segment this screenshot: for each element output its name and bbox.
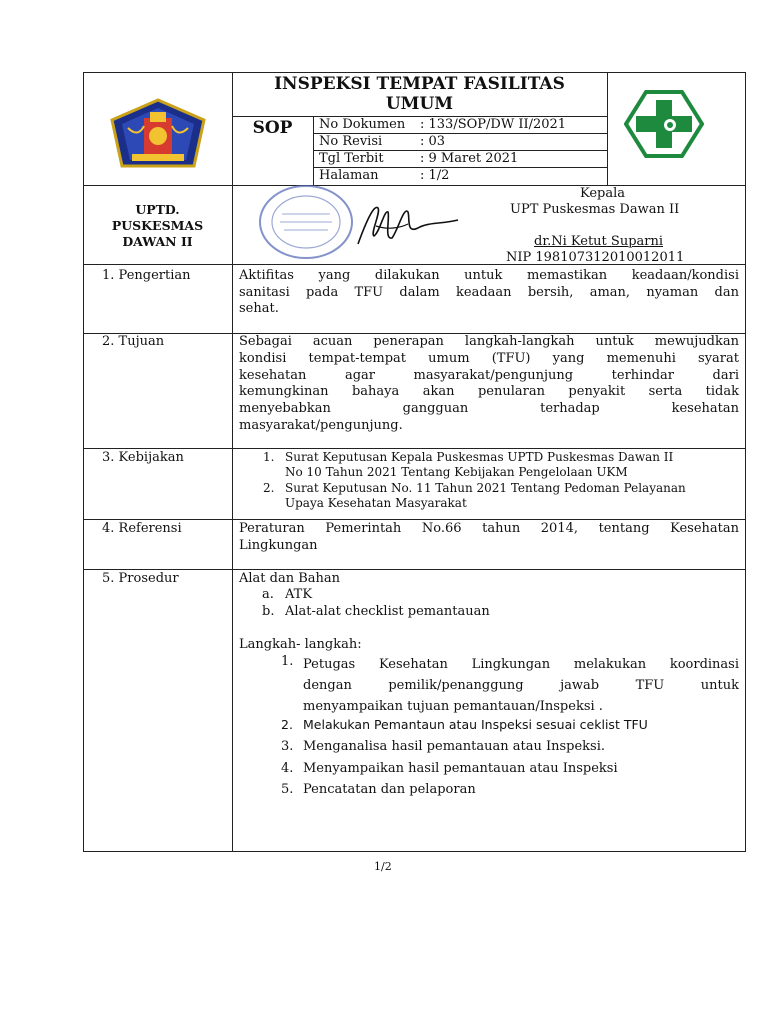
text-line: kemungkinan bahaya akan penularan penyakit serta tidak: [239, 384, 739, 400]
puskesmas-logo: [624, 90, 704, 158]
section-text-pengertian: [239, 268, 739, 318]
section-text-tujuan: [239, 334, 739, 435]
meta-label-issue-date: Tgl Terbit: [319, 151, 384, 166]
step-1-text: [303, 654, 739, 717]
text-line: Lingkungan: [239, 537, 318, 553]
document-title: [232, 74, 607, 114]
step-number: 2.: [281, 717, 293, 732]
document-title-line2: UMUM: [385, 94, 454, 114]
tools-heading: Alat dan Bahan: [239, 571, 341, 586]
organisation-line2: PUSKESMAS: [111, 218, 204, 233]
signatory-title: Kepala: [580, 186, 626, 201]
list-number: 2.: [263, 481, 275, 495]
text-line: dengan pemilik/penanggung jawab TFU untuk: [303, 678, 739, 693]
section-label-kebijakan: 3. Kebijakan: [102, 450, 184, 465]
tool-letter: b.: [262, 604, 275, 619]
tool-letter: a.: [262, 587, 274, 602]
step-number: 1.: [281, 654, 294, 669]
label-column-divider: [232, 72, 233, 852]
section-label-tujuan: 2. Tujuan: [102, 334, 165, 349]
text-line: menyampaikan tujuan pemantauan/Inspeksi .: [303, 699, 603, 714]
meta-label-revision: No Revisi: [319, 134, 383, 149]
text-line: masyarakat/pengunjung.: [239, 417, 403, 433]
official-stamp-and-signature: [258, 182, 468, 264]
section-label-referensi: 4. Referensi: [102, 521, 182, 536]
step-4-text: Menyampaikan hasil pemantauan atau Inspeksi: [303, 761, 618, 776]
text-line: Aktifitas yang dilakukan untuk memastikan keadaan/kondisi: [239, 268, 739, 283]
tool-item-1: ATK: [285, 587, 313, 602]
step-number: 4.: [281, 761, 294, 776]
signatory-name: dr.Ni Ketut Suparni: [534, 234, 664, 249]
step-2-text: Melakukan Pemantaun atau Inspeksi sesuai ceklist TFU: [303, 717, 648, 732]
text-line: sanitasi pada TFU dalam keadaan bersih, aman, nyaman dan: [239, 284, 739, 300]
signatory-office: UPT Puskesmas Dawan II: [510, 202, 680, 217]
policy-item-2-line2: Upaya Kesehatan Masyarakat: [285, 496, 467, 510]
meta-value-page: : 1/2: [420, 168, 450, 183]
right-logo-divider: [607, 72, 608, 185]
text-line: kondisi tempat-tempat umum (TFU) yang memenuhi syarat: [239, 350, 739, 366]
signatory-nip: NIP 198107312010012011: [506, 250, 685, 265]
step-number: 5.: [281, 782, 294, 797]
meta-label-page: Halaman: [319, 168, 379, 183]
section-label-pengertian: 1. Pengertian: [102, 268, 191, 283]
organisation-line3: DAWAN II: [122, 234, 193, 249]
policy-item-1-line2: No 10 Tahun 2021 Tentang Kebijakan Pengelolaan UKM: [285, 465, 628, 479]
steps-heading: Langkah- langkah:: [239, 637, 362, 652]
text-line: Peraturan Pemerintah No.66 tahun 2014, tentang Kesehatan: [239, 521, 739, 536]
section-divider: [83, 519, 746, 520]
section-divider: [83, 569, 746, 570]
organisation-name: [83, 202, 232, 250]
text-line: sehat.: [239, 301, 279, 316]
text-line: menyebabkan gangguan terhadap kesehatan: [239, 401, 739, 417]
meta-label-document: No Dokumen: [319, 117, 406, 132]
meta-value-issue-date: : 9 Maret 2021: [420, 151, 519, 166]
step-5-text: Pencatatan dan pelaporan: [303, 782, 476, 797]
text-line: Petugas Kesehatan Lingkungan melakukan koordinasi: [303, 657, 739, 672]
section-label-prosedur: 5. Prosedur: [102, 571, 179, 586]
policy-item-2-line1: Surat Keputusan No. 11 Tahun 2021 Tentang Pedoman Pelayanan: [285, 481, 686, 495]
meta-value-revision: : 03: [420, 134, 446, 149]
page-number: 1/2: [374, 860, 392, 873]
text-line: Sebagai acuan penerapan langkah-langkah untuk mewujudkan: [239, 334, 739, 349]
sop-label: SOP: [252, 118, 293, 138]
regional-emblem-logo: [108, 98, 208, 170]
meta-value-document: : 133/SOP/DW II/2021: [420, 117, 567, 132]
organisation-line1: UPTD.: [135, 202, 180, 217]
text-line: kesehatan agar masyarakat/pengunjung terhindar dari: [239, 367, 739, 383]
step-3-text: Menganalisa hasil pemantauan atau Inspeksi.: [303, 739, 606, 754]
policy-item-1-line1: Surat Keputusan Kepala Puskesmas UPTD Puskesmas Dawan II: [285, 450, 674, 464]
step-number: 3.: [281, 739, 294, 754]
tool-item-2: Alat-alat checklist pemantauan: [285, 604, 490, 619]
section-text-referensi: [239, 521, 739, 554]
list-number: 1.: [263, 450, 275, 464]
document-title-line1: INSPEKSI TEMPAT FASILITAS: [274, 74, 565, 94]
